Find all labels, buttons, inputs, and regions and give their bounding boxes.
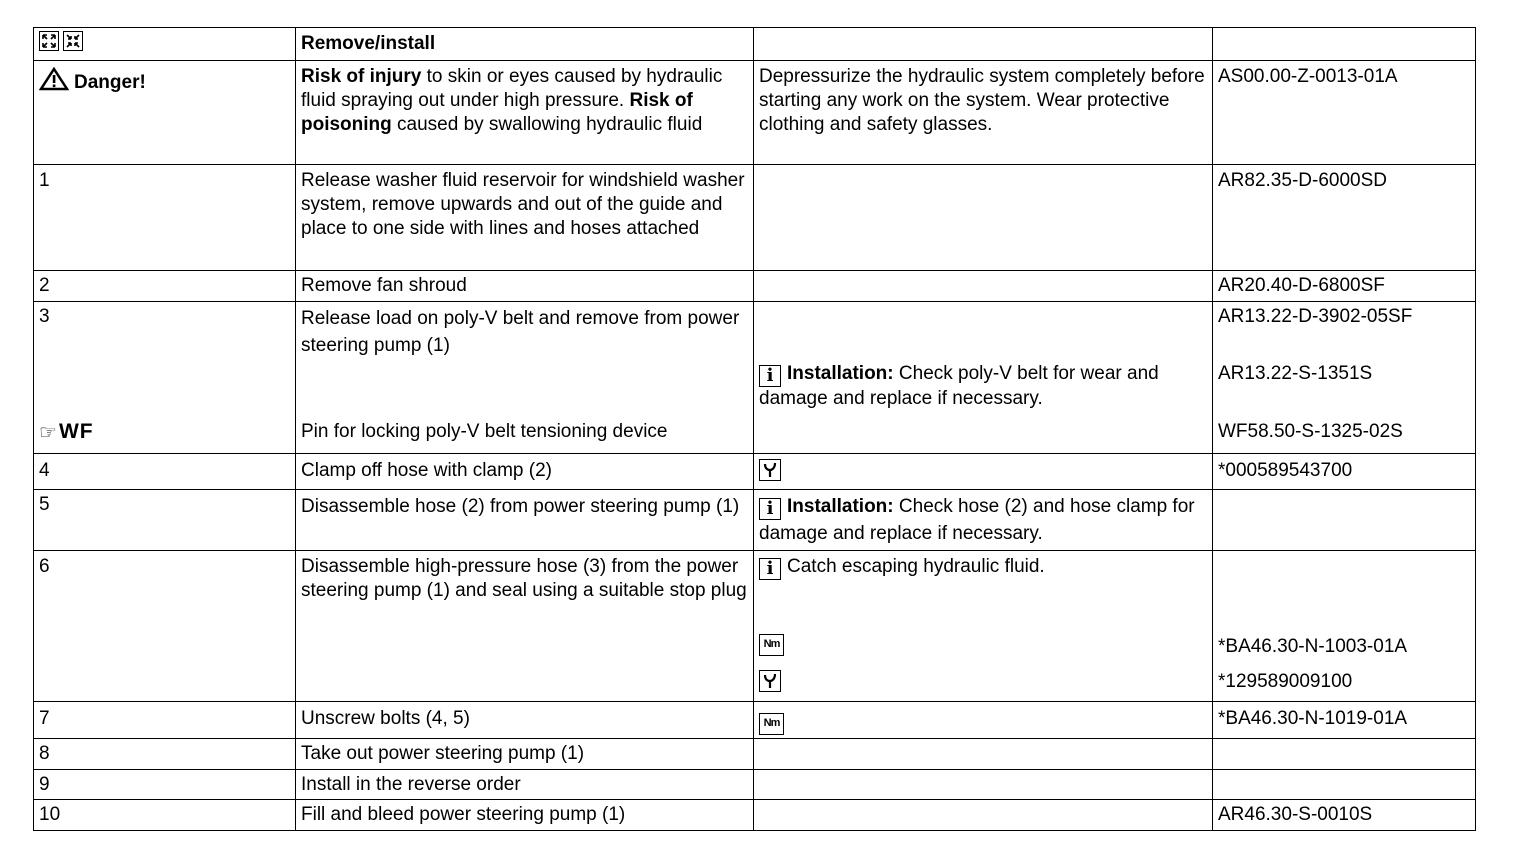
step-text: Install in the reverse order xyxy=(296,770,754,800)
collapse-icon xyxy=(63,31,83,51)
step-note xyxy=(754,271,1213,302)
wf-tool-marker: ☞WF xyxy=(39,420,94,444)
step-number: 6 xyxy=(34,551,296,702)
step-text: Release load on poly-V belt and remove from power steering pump (1) Pin for locking poly-V belt tensioning device xyxy=(296,302,754,454)
danger-ref: AS00.00-Z-0013-01A xyxy=(1213,61,1476,165)
step-number: 4 xyxy=(34,454,296,490)
step-ref xyxy=(1213,490,1476,551)
danger-note: Depressurize the hydraulic system completely before starting any work on the system. Wear protective clothing and safety glasses. xyxy=(754,61,1213,165)
step-number: 9 xyxy=(34,770,296,800)
special-tool-icon xyxy=(759,459,781,481)
step-text: Unscrew bolts (4, 5) xyxy=(296,702,754,739)
step-row-8 xyxy=(34,739,1476,770)
step-ref: AR82.35-D-6000SD xyxy=(1213,165,1476,271)
step-text: Disassemble hose (2) from power steering pump (1) xyxy=(296,490,754,551)
step-row-2 xyxy=(34,271,1476,302)
step-text: Take out power steering pump (1) xyxy=(296,739,754,770)
step-text: Fill and bleed power steering pump (1) xyxy=(296,800,754,831)
step-row-6 xyxy=(34,551,1476,702)
info-icon: i xyxy=(759,558,781,580)
header-icons-cell xyxy=(34,28,296,61)
danger-label: Danger! xyxy=(74,72,146,93)
step-ref xyxy=(1213,770,1476,800)
step-row-9 xyxy=(34,770,1476,800)
header-empty-4 xyxy=(1213,28,1476,61)
step-ref: *000589543700 xyxy=(1213,454,1476,490)
header-title: Remove/install xyxy=(296,28,754,61)
step-row-7 xyxy=(34,702,1476,739)
step-note xyxy=(754,165,1213,271)
step-ref: *BA46.30-N-1003-01A *129589009100 xyxy=(1213,551,1476,702)
procedure-table xyxy=(33,27,1476,831)
step-ref xyxy=(1213,739,1476,770)
expand-icon xyxy=(39,31,59,51)
warning-triangle-icon xyxy=(39,67,69,91)
step-row-1 xyxy=(34,165,1476,271)
step-text: Remove fan shroud xyxy=(296,271,754,302)
step-row-3 xyxy=(34,302,1476,454)
step-note xyxy=(754,454,1213,490)
step-row-10 xyxy=(34,800,1476,831)
step-note xyxy=(754,770,1213,800)
step-note: i Catch escaping hydraulic fluid. Nm xyxy=(754,551,1213,702)
header-row xyxy=(34,28,1476,61)
step-note xyxy=(754,800,1213,831)
step-number: 2 xyxy=(34,271,296,302)
special-tool-icon xyxy=(759,670,781,692)
step-number: 8 xyxy=(34,739,296,770)
step-ref: AR46.30-S-0010S xyxy=(1213,800,1476,831)
step-note xyxy=(754,739,1213,770)
step-note: i Installation: Check poly-V belt for wear and damage and replace if necessary. xyxy=(754,302,1213,454)
header-empty-3 xyxy=(754,28,1213,61)
step-note: i Installation: Check hose (2) and hose clamp for damage and replace if necessary. xyxy=(754,490,1213,551)
pointing-hand-icon: ☞ xyxy=(39,422,57,444)
info-icon: i xyxy=(759,498,781,520)
step-note xyxy=(754,702,1213,739)
step-number: 7 xyxy=(34,702,296,739)
step-number: 1 xyxy=(34,165,296,271)
danger-row xyxy=(34,61,1476,165)
danger-description: Risk of injury to skin or eyes caused by hydraulic fluid spraying out under high pressure. Risk of poisoning caused by swallowing hydraulic fluid xyxy=(296,61,754,165)
danger-label-cell xyxy=(34,61,296,165)
step-ref: AR20.40-D-6800SF xyxy=(1213,271,1476,302)
step-number: 5 xyxy=(34,490,296,551)
step-number: 3 ☞WF xyxy=(34,302,296,454)
step-text: Clamp off hose with clamp (2) xyxy=(296,454,754,490)
step-number: 10 xyxy=(34,800,296,831)
torque-nm-icon: Nm xyxy=(759,713,784,735)
torque-nm-icon: Nm xyxy=(759,634,784,656)
step-text: Disassemble high-pressure hose (3) from the power steering pump (1) and seal using a suitable stop plug xyxy=(296,551,754,702)
step-row-4 xyxy=(34,454,1476,490)
step-text: Release washer fluid reservoir for windshield washer system, remove upwards and out of the guide and place to one side with lines and hoses attached xyxy=(296,165,754,271)
info-icon: i xyxy=(759,365,781,387)
step-ref: AR13.22-D-3902-05SF AR13.22-S-1351S WF58.50-S-1325-02S xyxy=(1213,302,1476,454)
step-ref: *BA46.30-N-1019-01A xyxy=(1213,702,1476,739)
step-row-5 xyxy=(34,490,1476,551)
